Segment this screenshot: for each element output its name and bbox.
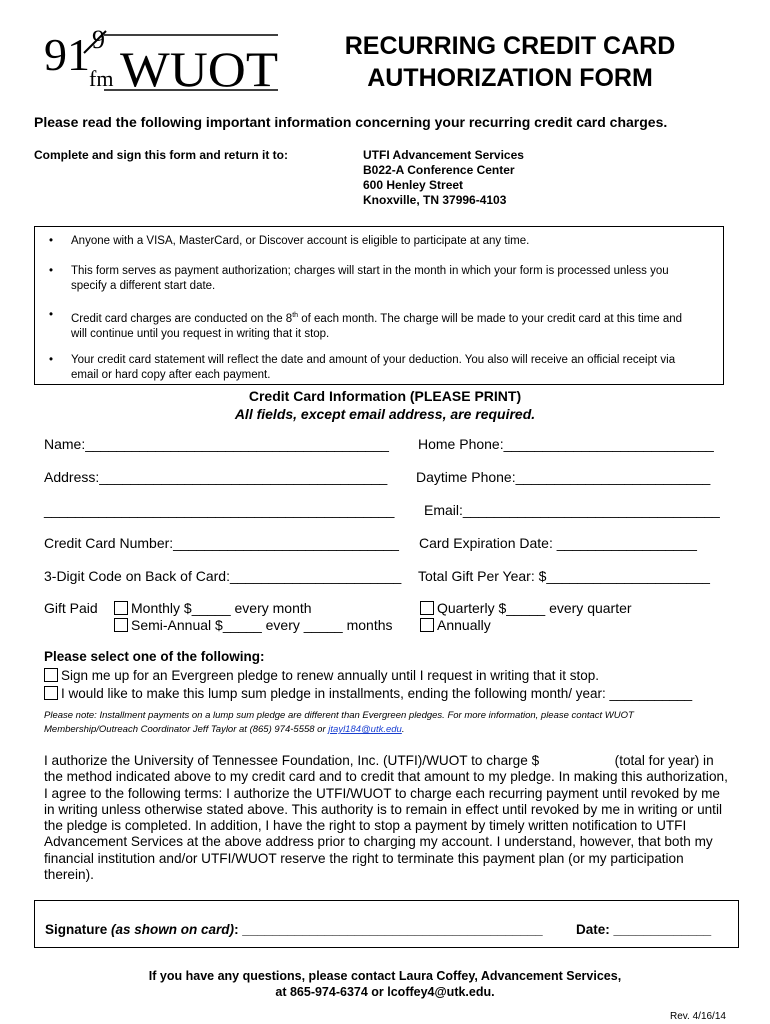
bullet-text-start: Credit card charges are conducted on the 8 [71, 312, 293, 325]
select-heading: Please select one of the following: [44, 649, 265, 664]
gift-option-monthly[interactable] [114, 600, 312, 616]
security-code-field[interactable]: 3-Digit Code on Back of Card:______________________ [44, 568, 402, 584]
semi-annual-label: Semi-Annual $_____ every _____ months [131, 617, 393, 633]
name-field[interactable]: Name:_______________________________________ [44, 436, 389, 452]
signature-line: : ________________________________________ [234, 922, 543, 937]
gift-paid-label: Gift Paid [44, 600, 98, 616]
address-continued-field[interactable]: _____________________________________________ [44, 502, 395, 518]
return-instruction: Complete and sign this form and return it to: [34, 148, 289, 162]
title-line-2: AUTHORIZATION FORM [367, 64, 653, 92]
annually-checkbox[interactable] [420, 618, 434, 632]
bullet-text: Anyone with a VISA, MasterCard, or Discover account is eligible to participate at any time. [71, 235, 530, 247]
footer-line-1: If you have any questions, please contact Laura Coffey, Advancement Services, [148, 969, 622, 983]
form-title [300, 30, 720, 94]
home-phone-field[interactable]: Home Phone:___________________________ [418, 436, 714, 452]
evergreen-label: Sign me up for an Evergreen pledge to renew annually until I request in writing that it stop. [61, 668, 600, 683]
monthly-label: Monthly $_____ every month [131, 600, 312, 616]
installments-option[interactable] [44, 686, 692, 701]
note-line-2-end: . [401, 724, 405, 735]
email-field[interactable]: Email:_________________________________ [424, 502, 720, 518]
signature-box [34, 900, 739, 948]
installments-checkbox[interactable] [44, 686, 58, 700]
date-field[interactable]: Date: _____________ [576, 922, 712, 937]
authorization-paragraph: I authorize the University of Tennessee Foundation, Inc. (UTFI)/WUOT to charge $ (total for year) in the method indicated above to my credit card and to credit that amount to my pledge. In making this authorization, I agree to the following terms: I authorize the UTFI/WUOT to charge each recurring payment until revoked by me in writing unless otherwise stated above. This authority is to remain in effect until revoked by me in writing or until the pledge is completed. In addition, I have the right to stop a payment by timely written notification to UTFI Advancement Services at the above address prior to charging my account. I understand, however, that both my financial institution and/or UTFI/WUOT reserve the right to terminate this payment plan (or my participation therein). [44, 753, 732, 883]
monthly-checkbox[interactable] [114, 601, 128, 615]
terms-box [34, 226, 724, 385]
installment-note [44, 709, 634, 737]
wuot-logo [44, 26, 280, 96]
bullet-text-end: of each month. The charge will be made to your credit card at this time and will continue until you request in writing that it stop. [71, 312, 683, 340]
gift-option-quarterly[interactable] [420, 600, 632, 616]
section-heading: Credit Card Information (PLEASE PRINT) [248, 388, 522, 404]
return-address [363, 148, 524, 208]
address-line-3: 600 Henley Street [363, 178, 464, 192]
card-number-field[interactable]: Credit Card Number:_____________________________ [44, 535, 399, 551]
logo-freq-decimal: 9 [92, 26, 105, 54]
signature-qualifier: (as shown on card) [111, 922, 235, 937]
address-line-1: UTFI Advancement Services [363, 148, 524, 162]
evergreen-option[interactable] [44, 668, 599, 683]
installments-label: I would like to make this lump sum pledge in installments, ending the following month/ year: ___________ [61, 686, 693, 701]
daytime-phone-field[interactable]: Daytime Phone:_________________________ [416, 469, 711, 485]
evergreen-checkbox[interactable] [44, 668, 58, 682]
expiration-date-field[interactable]: Card Expiration Date: __________________ [419, 535, 697, 551]
annually-label: Annually [437, 617, 491, 633]
intro-text: Please read the following important information concerning your recurring credit card charges. [34, 114, 668, 130]
logo-station: WUOT [120, 41, 278, 96]
bullet-text: This form serves as payment authorization; charges will start in the month in which your form is processed unless you specify a different start date. [71, 265, 669, 292]
footer-line-2: at 865-974-6374 or lcoffey4@utk.edu. [275, 985, 495, 999]
signature-label: Signature [45, 922, 108, 937]
bullet-dot: • [49, 265, 54, 277]
bullet-dot: • [49, 309, 54, 321]
ordinal-suffix: th [292, 312, 299, 319]
address-line-2: B022-A Conference Center [363, 163, 515, 177]
quarterly-checkbox[interactable] [420, 601, 434, 615]
gift-option-annually[interactable] [420, 617, 491, 633]
coordinator-email-link[interactable]: jtayl184@utk.edu [328, 724, 402, 735]
section-subheading: All fields, except email address, are required. [234, 406, 536, 422]
semi-annual-checkbox[interactable] [114, 618, 128, 632]
wuot-logo-graphic [44, 26, 280, 96]
logo-fm: fm [89, 66, 114, 91]
contact-footer [0, 968, 770, 1000]
address-field[interactable]: Address:_____________________________________ [44, 469, 388, 485]
total-gift-field[interactable]: Total Gift Per Year: $_____________________ [418, 568, 710, 584]
bullet-text: Your credit card statement will reflect the date and amount of your deduction. You also will receive an official receipt via email or hard copy after each payment. [71, 354, 676, 381]
note-line-2-text: Membership/Outreach Coordinator Jeff Taylor at (865) 974-5558 or [44, 724, 329, 735]
gift-option-semi-annual[interactable] [114, 617, 393, 633]
bullet-dot: • [49, 354, 54, 366]
bullet-text [71, 308, 701, 342]
title-line-1: RECURRING CREDIT CARD [344, 32, 676, 60]
logo-freq-main: 91 [44, 29, 90, 80]
quarterly-label: Quarterly $_____ every quarter [437, 600, 632, 616]
bullet-dot: • [49, 235, 54, 247]
note-line-1: Please note: Installment payments on a lump sum pledge are different than Evergreen pledges. For more information, please contact WUOT [44, 710, 634, 721]
note-line-2 [44, 723, 634, 737]
signature-field[interactable] [45, 922, 543, 937]
address-line-4: Knoxville, TN 37996-4103 [363, 193, 507, 207]
revision-date: Rev. 4/16/14 [670, 1011, 726, 1022]
